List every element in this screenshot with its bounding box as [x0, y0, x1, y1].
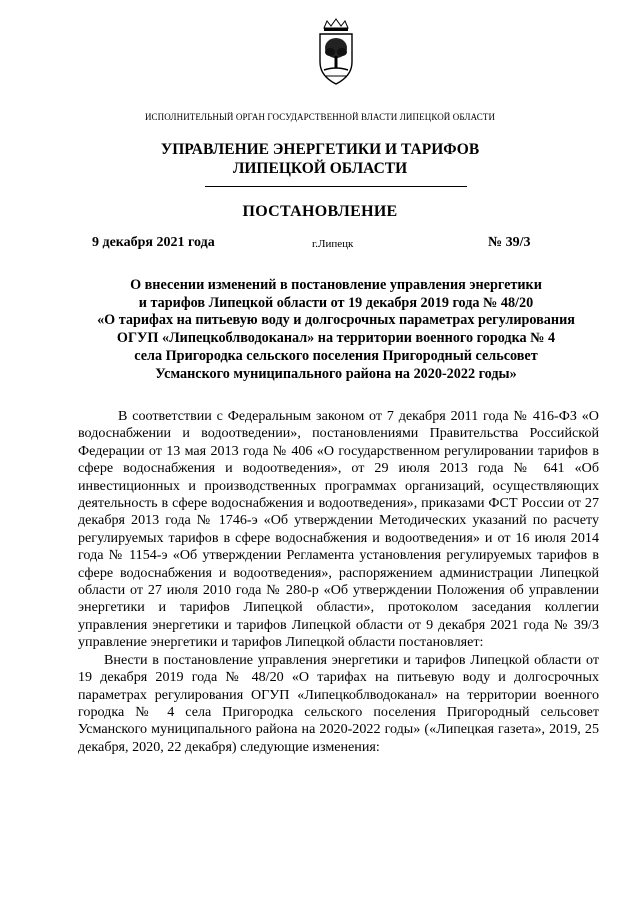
document-type: ПОСТАНОВЛЕНИЕ [242, 203, 398, 220]
department-line: ЛИПЕЦКОЙ ОБЛАСТИ [232, 160, 408, 177]
document-number: № 39/3 [488, 235, 531, 250]
document-date: 9 декабря 2021 года [92, 235, 215, 250]
heading-line: и тарифов Липецкой области от 19 декабря 2019 года № 48/20 [138, 294, 534, 311]
header-divider [205, 186, 467, 187]
document-body [78, 408, 599, 756]
document-city: г.Липецк [312, 238, 354, 250]
heading-line: Усманского муниципального района на 2020-2022 годы» [155, 365, 517, 382]
department-line: УПРАВЛЕНИЕ ЭНЕРГЕТИКИ И ТАРИФОВ [160, 141, 480, 158]
body-paragraph: В соответствии с Федеральным законом от 7 декабря 2011 года № 416-ФЗ «О водоснабжении и водоотведении», постановлениями Правительства Российской Федерации от 13 мая 2013 года № 406 «О государственном регулировании тарифов в сфере водоснабжения и водоотведения», от 29 июля 2013 года № 641 «Об инвестиционных и производственных программах организаций, осуществляющих деятельность в сфере водоснабжения и водоотведения», приказами ФСТ России от 27 декабря 2013 года № 1746-э «Об утверждении Методических указаний по расчету регулируемых тарифов в сфере водоснабжения и водоотведения» и от 16 июля 2014 года № 1154-э «Об утверждении Регламента установления регулируемых тарифов в сфере водоснабжения и водоотведения», распоряжением администрации Липецкой области от 27 июля 2010 года № 280-р «Об утверждении Положения об управлении энергетики и тарифов Липецкой области», протоколом заседания коллегии управления энергетики и тарифов Липецкой области от 9 декабря 2021 года № 39/3 управление энергетики и тарифов Липецкой области постановляет: [78, 408, 599, 651]
body-paragraph: Внести в постановление управления энергетики и тарифов Липецкой области от 19 декабря 2019 года № 48/20 «О тарифах на питьевую воду и долгосрочных параметрах регулирования ОГУП «Липецкоблводоканал» на территории военного городка № 4 села Пригородка сельского поселения Пригородный сельсовет Усманского муниципального района на 2020-2022 годы» («Липецкая газета», 2019, 25 декабря, 2020, 22 декабря) следующие изменения: [78, 651, 599, 755]
authority-name: ИСПОЛНИТЕЛЬНЫЙ ОРГАН ГОСУДАРСТВЕННОЙ ВЛАСТИ ЛИПЕЦКОЙ ОБЛАСТИ [144, 112, 496, 122]
heading-line: «О тарифах на питьевую воду и долгосрочных параметрах регулирования [97, 312, 575, 329]
heading-line: О внесении изменений в постановление управления энергетики [130, 277, 542, 293]
heading-line: ОГУП «Липецкоблводоканал» на территории военного городка № 4 [116, 330, 556, 347]
document-heading [70, 277, 602, 383]
heading-line: села Пригородка сельского поселения Пригородный сельсовет [134, 347, 538, 364]
department-name [0, 140, 640, 178]
coat-of-arms-emblem [314, 18, 358, 86]
